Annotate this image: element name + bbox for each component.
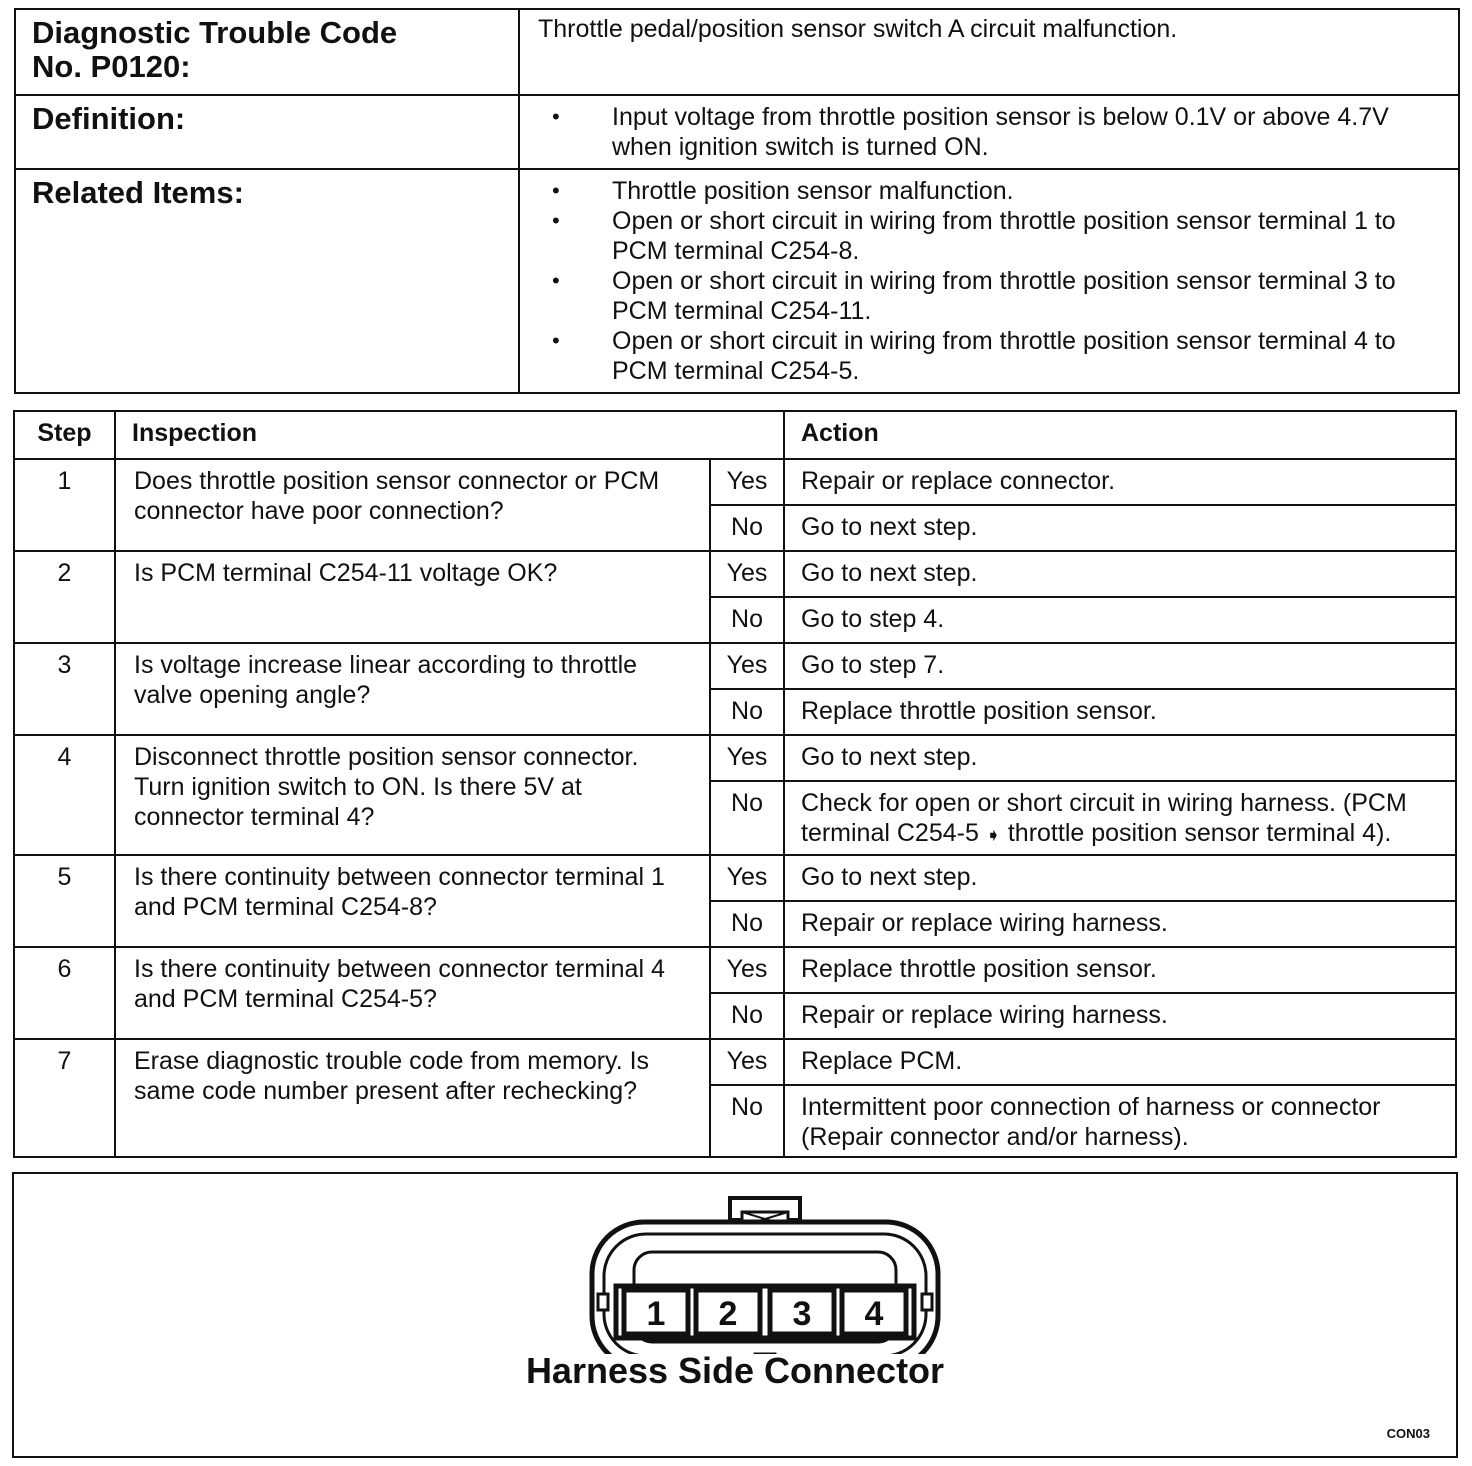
yes-label: Yes	[710, 735, 784, 781]
no-label: No	[710, 901, 784, 947]
connector-diagram-panel	[12, 1172, 1458, 1458]
step-number: 6	[14, 947, 115, 1039]
dtc-label-line1: Diagnostic Trouble Code	[32, 15, 398, 50]
table-row	[14, 855, 1456, 901]
steps-table-header	[14, 411, 1456, 459]
yes-label: Yes	[710, 1039, 784, 1085]
no-action: Repair or replace wiring harness.	[784, 993, 1456, 1039]
related-items-label: Related Items:	[15, 169, 519, 393]
related-item: • Throttle position sensor malfunction.	[538, 176, 1448, 206]
no-label: No	[710, 993, 784, 1039]
connector-pin-4	[842, 1290, 906, 1334]
yes-action: Replace throttle position sensor.	[784, 947, 1456, 993]
step-number: 7	[14, 1039, 115, 1157]
no-action: Intermittent poor connection of harness or connector (Repair connector and/or harness).	[784, 1085, 1456, 1157]
no-action: Go to step 4.	[784, 597, 1456, 643]
no-action-text-b: throttle position sensor terminal 4).	[1000, 819, 1392, 847]
svg-text:3: 3	[792, 1295, 812, 1333]
step-inspection: Does throttle position sensor connector or PCM connector have poor connection?	[115, 459, 710, 551]
table-row	[14, 1039, 1456, 1085]
related-items-value	[519, 169, 1459, 393]
step-number: 3	[14, 643, 115, 735]
no-action-text-a: Check for open or short circuit in wiring harness. (PCM terminal C254-5	[801, 789, 1407, 847]
harness-connector-diagram	[584, 1194, 944, 1354]
yes-action: Replace PCM.	[784, 1039, 1456, 1085]
connector-pin-2	[696, 1290, 760, 1334]
yes-label: Yes	[710, 459, 784, 505]
yes-action: Go to next step.	[784, 735, 1456, 781]
connector-pin-3	[770, 1290, 834, 1334]
dtc-label-line2: No. P0120:	[32, 49, 191, 84]
no-label: No	[710, 1085, 784, 1157]
connector-pin-1	[624, 1290, 688, 1334]
definition-row	[15, 95, 1459, 169]
svg-text:4: 4	[864, 1295, 884, 1333]
table-row	[14, 947, 1456, 993]
no-action: Repair or replace wiring harness.	[784, 901, 1456, 947]
step-number: 4	[14, 735, 115, 855]
no-action	[784, 781, 1456, 855]
step-inspection: Is PCM terminal C254-11 voltage OK?	[115, 551, 710, 643]
definition-label: Definition:	[15, 95, 519, 169]
yes-action: Go to next step.	[784, 551, 1456, 597]
table-row	[14, 735, 1456, 781]
yes-action: Repair or replace connector.	[784, 459, 1456, 505]
table-row	[14, 551, 1456, 597]
step-inspection: Erase diagnostic trouble code from memory. Is same code number present after rechecking?	[115, 1039, 710, 1157]
no-label: No	[710, 505, 784, 551]
yes-label: Yes	[710, 643, 784, 689]
definition-value	[519, 95, 1459, 169]
related-item: • Open or short circuit in wiring from throttle position sensor terminal 1 to PCM terminal C254-8.	[538, 206, 1448, 266]
arrow-right-icon: ➧	[985, 825, 1001, 845]
connector-title: Harness Side Connector	[525, 1350, 945, 1391]
inspection-steps-table	[13, 410, 1457, 1158]
column-header-action: Action	[784, 411, 1456, 459]
step-inspection: Is there continuity between connector terminal 4 and PCM terminal C254-5?	[115, 947, 710, 1039]
figure-code: CON03	[1386, 1426, 1430, 1441]
step-number: 1	[14, 459, 115, 551]
no-label: No	[710, 781, 784, 855]
related-items-row	[15, 169, 1459, 393]
related-item: • Open or short circuit in wiring from throttle position sensor terminal 4 to PCM terminal C254-5.	[538, 326, 1448, 386]
yes-action: Go to step 7.	[784, 643, 1456, 689]
yes-label: Yes	[710, 947, 784, 993]
column-header-inspection: Inspection	[115, 411, 784, 459]
table-row	[14, 643, 1456, 689]
no-label: No	[710, 689, 784, 735]
step-number: 2	[14, 551, 115, 643]
yes-label: Yes	[710, 855, 784, 901]
table-row	[14, 459, 1456, 505]
svg-text:2: 2	[718, 1295, 738, 1333]
dtc-row	[15, 9, 1459, 95]
no-label: No	[710, 597, 784, 643]
no-action: Replace throttle position sensor.	[784, 689, 1456, 735]
step-inspection: Is there continuity between connector terminal 1 and PCM terminal C254-8?	[115, 855, 710, 947]
related-item: • Open or short circuit in wiring from throttle position sensor terminal 3 to PCM terminal C254-11.	[538, 266, 1448, 326]
step-number: 5	[14, 855, 115, 947]
definition-item: • Input voltage from throttle position sensor is below 0.1V or above 4.7V when ignition switch is turned ON.	[538, 102, 1448, 162]
dtc-label	[15, 9, 519, 95]
dtc-value: Throttle pedal/position sensor switch A circuit malfunction.	[519, 9, 1459, 95]
step-inspection: Disconnect throttle position sensor connector. Turn ignition switch to ON. Is there 5V at connector terminal 4?	[115, 735, 710, 855]
no-action: Go to next step.	[784, 505, 1456, 551]
svg-text:1: 1	[646, 1295, 666, 1333]
dtc-header-table	[14, 8, 1460, 394]
step-inspection: Is voltage increase linear according to throttle valve opening angle?	[115, 643, 710, 735]
yes-action: Go to next step.	[784, 855, 1456, 901]
column-header-step: Step	[14, 411, 115, 459]
yes-label: Yes	[710, 551, 784, 597]
